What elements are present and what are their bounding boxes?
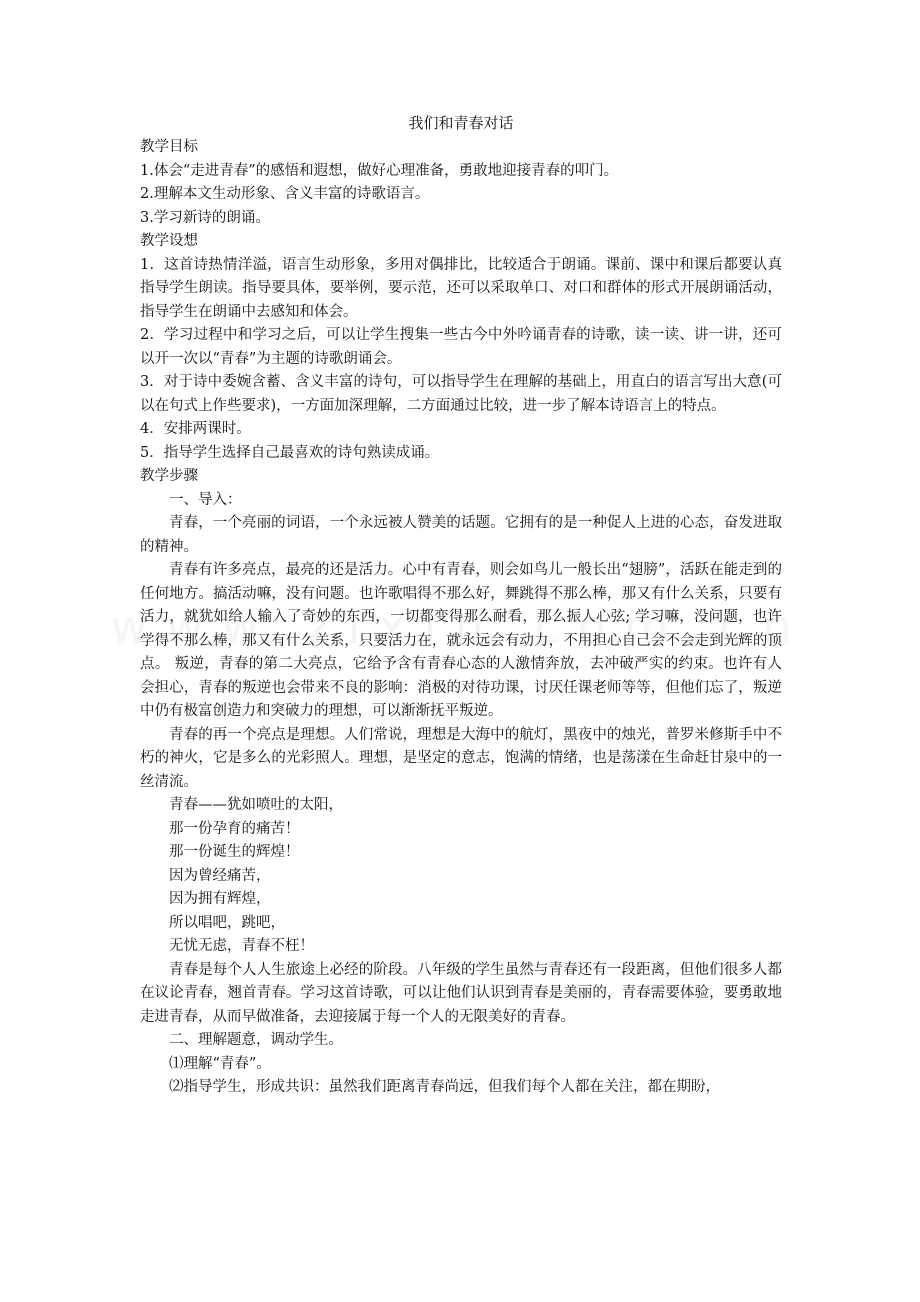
step2-heading: 二、理解题意，调动学生。 — [169, 1032, 343, 1048]
idea-item: 3．对于诗中委婉含蓄、含义丰富的诗句，可以指导学生在理解的基础上，用直白的语言写出大意(可以在句式上作些要求)，一方面加深理解，二方面通过比较，进一步了解本诗语言上的特点。 — [140, 374, 782, 414]
step2-item: ⑵指导学生，形成共识：虽然我们距离青春尚远，但我们每个人都在关注，都在期盼， — [169, 1079, 720, 1095]
document-title: 我们和青春对话 — [408, 114, 514, 132]
idea-item: 5．指导学生选择自己最喜欢的诗句熟读成诵。 — [140, 444, 440, 461]
step1-paragraph: 青春的再一个亮点是理想。人们常说，理想是大海中的航灯，黑夜中的烛光，普罗米修斯手中不朽的神火，它是多么的光彩照人。理想，是坚定的意志，饱满的情绪，也是荡漾在生命赶甘泉中的一丝清流。 — [140, 726, 782, 790]
poem-line: 因为曾经痛苦， — [169, 867, 271, 884]
ideas-heading: 教学设想 — [140, 233, 198, 249]
poem-line: 青春——犹如喷吐的太阳， — [169, 797, 343, 813]
idea-item: 2．学习过程中和学习之后，可以让学生搜集一些古今中外吟诵青春的诗歌，读一读、讲一讲，还可以开一次以“青春”为主题的诗歌朗诵会。 — [140, 327, 782, 367]
idea-item: 1．这首诗热情洋溢，语言生动形象，多用对偶排比，比较适合于朗诵。课前、课中和课后都要认真指导学生朗读。指导要具体，要举例，要示范，还可以采取单口、对口和群体的形式开展朗诵活动，指导学生在朗诵中去感知和体会。 — [140, 256, 782, 320]
poem-line: 无忧无虑，青春不枉！ — [169, 938, 314, 954]
poem-line: 那一份孕育的痛苦！ — [169, 820, 300, 837]
goal-item: 3.学习新诗的朗诵。 — [140, 209, 270, 226]
goals-heading: 教学目标 — [140, 139, 198, 155]
poem-line: 那一份诞生的辉煌！ — [169, 844, 300, 860]
step2-item: ⑴理解“青春”。 — [169, 1055, 271, 1072]
idea-item: 4．安排两课时。 — [140, 421, 251, 437]
goal-item: 2.理解本文生动形象、含义丰富的诗歌语言。 — [140, 186, 430, 202]
document-page — [140, 112, 782, 1100]
step1-paragraph: 青春，一个亮丽的词语，一个永远被人赞美的话题。它拥有的是一种促人上进的心态，奋发进取的精神。 — [140, 515, 782, 555]
goal-item: 1.体会“走进青春”的感悟和遐想，做好心理准备，勇敢地迎接青春的叩门。 — [140, 162, 619, 179]
step1-paragraph: 青春有许多亮点，最亮的还是活力。心中有青春，则会如鸟儿一般长出“翅膀”，活跃在能走到的任何地方。搞活动嘛，没有问题。也许歌唱得不那么好，舞跳得不那么棒，那又有什么关系，只要有活力，就犹如给人输入了奇妙的东西，一切都变得那么耐看，那么振人心弦; 学习嘛，没问题，也许学得不那么棒，那又有什么关系，只要活力在，就永远会有动力，不用担心自己会不会走到光辉的顶点。 叛逆，青春的第二大亮点，它给予含有青春心态的人激情奔放，去冲破严实的约束。也许有人会担心，青春的叛逆也会带来不良的影响：消极的对待功课，讨厌任课老师等等，但他们忘了，叛逆中仍有极富创造力和突破力的理想，可以渐渐抚平叛逆。 — [140, 562, 782, 719]
steps-heading: 教学步骤 — [140, 468, 198, 484]
poem-line: 所以唱吧，跳吧， — [169, 914, 285, 931]
step1-heading: 一、导入： — [169, 491, 242, 508]
step1-closing: 青春是每个人人生旅途上必经的阶段。八年级的学生虽然与青春还有一段距离，但他们很多人都在议论青春，翘首青春。学习这首诗歌，可以让他们认识到青春是美丽的，青春需要体验，要勇敢地走进青春，从而早做准备，去迎接属于每一个人的无限美好的青春。 — [140, 961, 782, 1025]
poem-line: 因为拥有辉煌， — [169, 891, 271, 907]
